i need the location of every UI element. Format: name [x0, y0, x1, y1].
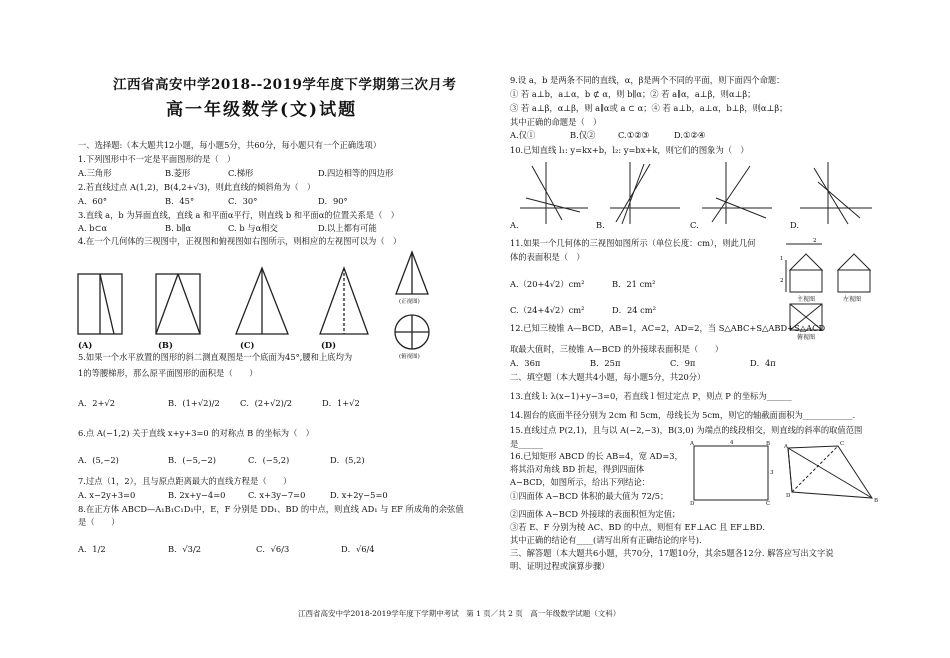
q12-option-c: C．9π	[670, 358, 696, 368]
question-10: 10.已知直线 l₁: y=kx+b，l₂: y=bx+k，则它们的图象为（ ）	[510, 145, 749, 155]
question-9: 9.设 a，b 是两条不同的直线，α，β是两个不同的平面，则下面四个命题：	[510, 75, 785, 85]
question-5-line2: 1的等腰梯形，那么原平面图形的面积是（ ）	[78, 368, 258, 378]
question-13: 13.直线 l: λ(x−1)+y−3=0，若直线 l 恒过定点 P，则点 P 的坐标为______	[510, 391, 792, 401]
question-8-cont: 是（ ）	[78, 517, 120, 527]
q9-option-b: B.仅②	[570, 130, 596, 140]
question-15-cont: 是______	[510, 439, 544, 449]
q16-rect-vertex-d: D	[690, 501, 695, 507]
q4-label-d: (D)	[321, 340, 337, 350]
q10-option-a: A.	[510, 220, 519, 230]
q11-left-body	[838, 270, 870, 292]
q9-option-a: A.仅①	[510, 130, 536, 140]
q7-option-b: B. 2x+y−4=0	[168, 490, 226, 500]
question-11-line2: 体的表面积是（ ）	[510, 252, 585, 262]
q3-option-a: A. b⊂α	[78, 223, 108, 233]
q10-option-d: D.	[790, 220, 799, 230]
q5-option-b: B．(1+√2)/2	[168, 398, 220, 408]
section-answer-heading: 三、解答题（本大题共6小题，共70分，17题10分，其余5题各12分. 解答应写出文字说	[510, 548, 834, 558]
q11-option-c: C.（24+4√2）cm²	[510, 305, 585, 315]
question-9-line2: ③ 若 a⊥β，α⊥β，则 a∥α或 a ⊂ α；④ 若 a⊥b，a⊥α，b⊥β，则α⊥β；	[510, 103, 788, 113]
question-11-line1: 11.如果一个几何体的三视图如图所示（单位长度：cm），则此几何	[510, 238, 756, 248]
question-12-line2: 取最大值时，三棱锥 A—BCD 的外接球表面积是（ ）	[510, 344, 724, 354]
q12-option-d: D．4π	[750, 358, 776, 368]
q1-option-a: A.三角形	[78, 168, 112, 178]
q11-option-d: D．24 cm²	[612, 305, 656, 315]
section-answer-heading-cont: 明、证明过程或演算步骤）	[510, 561, 610, 571]
q7-option-d: D. x+2y−5=0	[330, 490, 388, 500]
q16-fold-vertex-b: B	[874, 498, 879, 504]
q8-option-a: A．1/2	[78, 544, 106, 554]
q7-option-c: C. x+3y−7=0	[248, 490, 306, 500]
q8-option-d: D．√6/4	[341, 544, 375, 554]
page-footer: 江西省高安中学2018-2019学年度下学期中考试 第 1 页／共 2 页 高一年级数学试题（文科）	[298, 609, 621, 618]
q11-dim-side1: 1	[780, 256, 784, 262]
school-title: 江西省高安中学2018--2019学年度下学期第三次月考	[113, 77, 457, 93]
q11-dim-top: 2	[813, 238, 817, 244]
q16-rect-width: 3	[770, 470, 774, 476]
question-14: 14.圆台的底面半径分别为 2cm 和 5cm，母线长为 5cm，则它的轴截面面积为____________．	[510, 410, 861, 420]
q3-option-c: C. b 与α相交	[228, 223, 278, 233]
q8-option-c: C．√6/3	[256, 544, 290, 554]
question-16-line5: ②四面体 A−BCD 外接球的表面积恒为定值；	[510, 509, 681, 519]
q9-option-c: C.①②③	[618, 130, 650, 140]
q11-option-b: B．21 cm²	[612, 279, 656, 289]
q11-main-body	[790, 270, 822, 292]
q4-top-view-label: (俯视图)	[399, 354, 420, 360]
q11-label-left: 左视图	[843, 296, 862, 303]
q16-rect-length: 4	[730, 440, 734, 446]
question-12: 12.已知三棱锥 A—BCD，AB=1，AC=2，AD=2，当 S△ABC+S△ABD+S△ACD	[510, 323, 826, 333]
q4-b-outline	[156, 274, 200, 334]
q10-option-c: C.	[690, 220, 699, 230]
q16-rect-vertex-c: C	[766, 501, 771, 507]
q6-option-a: A．(5,−2)	[78, 455, 119, 465]
question-8: 8.在正方体 ABCD—A₁B₁C₁D₁中，E，F 分别是 DD₁、BD 的中点，则直线 AD₁ 与 EF 所成角的余弦值	[78, 504, 464, 514]
question-16-line4: ①四面体 A−BCD 体积的最大值为 72/5；	[510, 491, 669, 501]
question-16-line1: 16.已知矩形 ABCD 的长 AB=4，宽 AD=3，	[510, 451, 683, 461]
q11-main-roof	[790, 254, 822, 270]
q16-fold-vertex-a: A	[784, 444, 788, 450]
question-16-line2: 将其沿对角线 BD 折起，得到四面体	[510, 464, 645, 474]
q11-label-main: 主视图	[797, 296, 816, 303]
q4-label-a: (A)	[78, 340, 93, 350]
q6-option-d: D．(5,2)	[330, 455, 365, 465]
section-choice-heading: 一、选择题:（本大题共12小题，每小题5分，共60分，每小题只有一个正确选项）	[78, 140, 381, 150]
q9-option-d: D.①②④	[674, 130, 706, 140]
q2-option-b: B．45°	[165, 196, 195, 206]
q3-option-d: D.以上都有可能	[318, 223, 377, 233]
question-16-line3: A−BCD，如图所示，给出下列结论：	[510, 477, 651, 487]
q5-option-d: D．1+√2	[322, 398, 360, 408]
q5-option-c: C．(2+√2)/2	[240, 398, 292, 408]
question-16-line6: ③若 E、F 分别为棱 AC、BD 的中点，则恒有 EF⊥AC 且 EF⊥BD．	[510, 522, 771, 532]
q2-option-d: D．90°	[318, 196, 348, 206]
q4-front-view-label: (正视图)	[399, 299, 420, 305]
q4-label-b: (B)	[158, 340, 173, 350]
q16-fold-vertex-c: C	[840, 441, 845, 447]
q1-option-b: B.菱形	[165, 168, 191, 178]
q1-option-c: C.梯形	[228, 168, 254, 178]
q16-rectangle	[694, 446, 768, 500]
q10-option-b: B.	[596, 220, 605, 230]
question-2: 2.若直线过点 A(1,2)，B(4,2+√3)，则此直线的倾斜角为（ ）	[78, 182, 316, 192]
q10-graphs	[510, 158, 880, 228]
section-fill-heading: 二、填空题（本大题共4小题，每小题5分，共20分）	[510, 372, 706, 382]
q11-left-roof	[838, 254, 870, 270]
q11-label-top: 俯视图	[797, 334, 816, 341]
q6-option-c: C．(−5,2)	[248, 455, 290, 465]
question-7: 7.过点（1，2），且与原点距离最大的直线方程是（ ）	[78, 476, 292, 486]
question-1: 1.下列图形中不一定是平面图形的是（ ）	[78, 154, 236, 164]
q2-option-a: A．60°	[78, 196, 107, 206]
question-9-line3: 其中正确的命题是（ ）	[510, 117, 602, 127]
q11-dim-side2: 2	[780, 278, 784, 284]
question-6: 6.点 A(−1,2) 关于直线 x+y+3=0 的对称点 B 的坐标为（ ）	[78, 428, 314, 438]
q11-option-a: A.（20+4√2）cm²	[510, 279, 585, 289]
question-15: 15.直线过点 P(2,1)，且与以 A(−2,−3)，B(3,0) 为端点的线段相交，则直线的斜率的取值范围	[510, 425, 863, 435]
question-5-line1: 5.如果一个水平放置的图形的斜二测直观图是一个底面为45°,腰和上底均为	[78, 352, 353, 362]
q12-option-b: B．25π	[590, 358, 621, 368]
q1-option-d: D.四边相等的四边形	[318, 168, 394, 178]
q3-option-b: B. b∥α	[165, 223, 192, 233]
question-9-line1: ① 若 a⊥b，a⊥α，b ⊄ α，则 b∥α；② 若 a∥α，a⊥β，则α⊥β；	[510, 89, 756, 99]
q4-label-c: (C)	[240, 340, 255, 350]
q2-option-c: C．30°	[228, 196, 258, 206]
q8-option-b: B．√3/2	[168, 544, 202, 554]
q5-option-a: A．2+√2	[78, 398, 116, 408]
q7-option-a: A. x−2y+3=0	[78, 490, 136, 500]
question-4: 4.在一个几何体的三视图中，正视图和俯视图如右图所示，则相应的左视图可以为（ ）	[78, 236, 402, 246]
question-16-line7: 其中正确的结论有____(请写出所有正确结论的序号).	[510, 535, 702, 545]
q16-figures	[688, 440, 888, 510]
q16-rect-vertex-a: A	[690, 441, 694, 447]
q16-rect-vertex-b: B	[766, 441, 771, 447]
q4-figures	[74, 248, 434, 368]
q12-option-a: A．36π	[510, 358, 541, 368]
exam-title: 高一年级数学(文)试题	[166, 100, 358, 120]
question-3: 3.直线 a，b 为异面直线，直线 a 和平面α平行，则直线 b 和平面α的位置关系是（ ）	[78, 210, 399, 220]
q16-fold-vertex-d: D	[786, 493, 791, 499]
q6-option-b: B．(−5,−2)	[168, 455, 216, 465]
